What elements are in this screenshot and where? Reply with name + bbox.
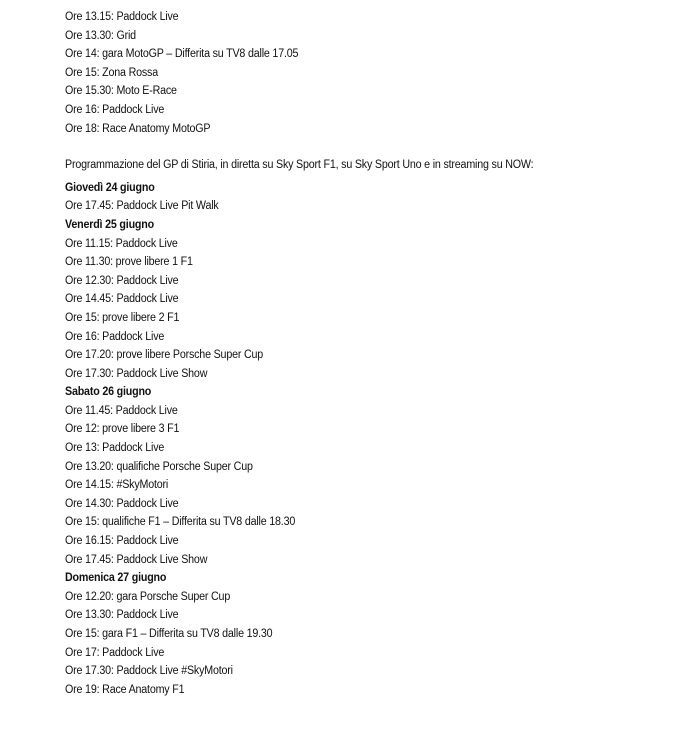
schedule-line: Ore 16.15: Paddock Live — [65, 535, 179, 548]
schedule-line: Ore 13.30: Paddock Live — [65, 609, 179, 622]
schedule-line: Ore 13: Paddock Live — [65, 442, 165, 455]
schedule-line: Ore 15: gara F1 – Differita su TV8 dalle 19.30 — [65, 628, 273, 640]
day-section-thursday — [65, 179, 665, 216]
day-heading: Domenica 27 giugno — [65, 572, 167, 585]
schedule-line: Ore 17.20: prove libere Porsche Super Cup — [65, 349, 264, 362]
schedule-document — [65, 8, 665, 699]
schedule-line: Ore 15.30: Moto E-Race — [65, 85, 177, 98]
schedule-line: Ore 12.20: gara Porsche Super Cup — [65, 590, 231, 603]
schedule-line: Ore 17.45: Paddock Live Show — [65, 553, 208, 566]
schedule-line: Ore 14.45: Paddock Live — [65, 293, 179, 306]
schedule-line: Ore 14.15: #SkyMotori — [65, 479, 169, 492]
day-heading: Sabato 26 giugno — [65, 386, 152, 399]
schedule-line: Ore 11.30: prove libere 1 F1 — [65, 256, 193, 269]
schedule-line: Ore 13.15: Paddock Live — [65, 11, 179, 23]
motogp-schedule-list — [65, 8, 665, 138]
schedule-line: Ore 17.45: Paddock Live Pit Walk — [65, 200, 219, 213]
schedule-line: Ore 17: Paddock Live — [65, 646, 165, 659]
schedule-line: Ore 13.30: Grid — [65, 29, 136, 42]
schedule-line: Ore 17.30: Paddock Live Show — [65, 367, 208, 380]
schedule-line: Ore 11.15: Paddock Live — [65, 237, 178, 250]
f1-intro-paragraph: Programmazione del GP di Stiria, in diretta su Sky Sport F1, su Sky Sport Uno e in streaming su NOW: — [65, 159, 534, 172]
schedule-line: Ore 14.30: Paddock Live — [65, 497, 179, 510]
schedule-line: Ore 16: Paddock Live — [65, 103, 165, 116]
schedule-line: Ore 11.45: Paddock Live — [65, 404, 178, 417]
day-heading: Venerdì 25 giugno — [65, 218, 154, 231]
day-section-friday — [65, 216, 665, 383]
schedule-line: Ore 13.20: qualifiche Porsche Super Cup — [65, 460, 253, 473]
schedule-line: Ore 19: Race Anatomy F1 — [65, 683, 185, 696]
paragraph-spacer — [65, 138, 665, 156]
schedule-line: Ore 14: gara MotoGP – Differita su TV8 dalle 17.05 — [65, 48, 299, 61]
day-heading: Giovedì 24 giugno — [65, 181, 155, 194]
schedule-line: Ore 18: Race Anatomy MotoGP — [65, 122, 211, 135]
schedule-line: Ore 12: prove libere 3 F1 — [65, 423, 180, 436]
schedule-line: Ore 15: qualifiche F1 – Differita su TV8 dalle 18.30 — [65, 516, 296, 529]
schedule-line: Ore 16: Paddock Live — [65, 330, 165, 343]
schedule-line: Ore 17.30: Paddock Live #SkyMotori — [65, 665, 233, 678]
day-section-sunday — [65, 569, 665, 699]
day-section-saturday — [65, 383, 665, 569]
schedule-line: Ore 12.30: Paddock Live — [65, 274, 179, 287]
schedule-line: Ore 15: prove libere 2 F1 — [65, 311, 180, 324]
schedule-line: Ore 15: Zona Rossa — [65, 66, 158, 79]
